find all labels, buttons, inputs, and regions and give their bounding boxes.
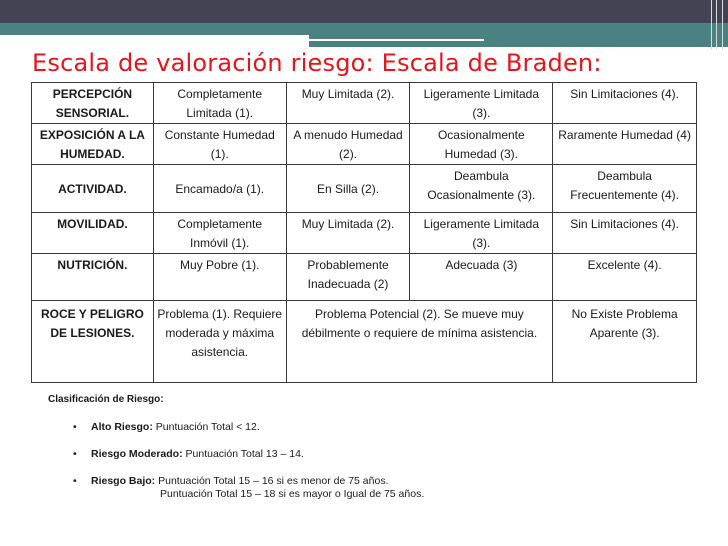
table-cell: Sin Limitaciones (4).: [553, 83, 697, 124]
table-cell: No Existe Problema Aparente (3).: [553, 301, 697, 383]
table-cell: Deambula Frecuentemente (4).: [553, 165, 697, 213]
table-cell: Ligeramente Limitada (3).: [410, 213, 553, 254]
item-text: Puntuación Total < 12.: [152, 421, 260, 433]
row-label: NUTRICIÓN.: [32, 254, 154, 301]
table-cell: Completamente Inmóvil (1).: [153, 213, 286, 254]
row-label: MOVILIDAD.: [32, 213, 154, 254]
table-cell: Muy Limitada (2).: [286, 83, 410, 124]
bullet-icon: •: [73, 448, 77, 460]
classification-title: Clasificación de Riesgo:: [48, 394, 164, 405]
item-label: Riesgo Bajo:: [91, 475, 156, 487]
item-label: Riesgo Moderado:: [91, 448, 183, 460]
table-row: [32, 254, 697, 301]
classification-item-high: [73, 421, 260, 433]
decorative-vertical-line: [711, 0, 712, 50]
bullet-icon: •: [73, 475, 77, 487]
table-cell: Deambula Ocasionalmente (3).: [410, 165, 553, 213]
table-cell: Muy Limitada (2).: [286, 213, 410, 254]
row-label: ACTIVIDAD.: [32, 165, 154, 213]
classification-item-low: [73, 475, 388, 487]
table-cell: En Silla (2).: [286, 165, 410, 213]
table-cell: Problema (1). Requiere moderada y máxima asistencia.: [153, 301, 286, 383]
table-row: [32, 165, 697, 213]
decorative-vertical-line: [722, 0, 723, 50]
header-accent-line: [309, 39, 484, 41]
header-teal-band: [0, 23, 728, 35]
table-cell: Sin Limitaciones (4).: [553, 213, 697, 254]
table-row: [32, 301, 697, 383]
item-label: Alto Riesgo:: [91, 421, 153, 433]
bullet-icon: •: [73, 421, 77, 433]
table-cell: Encamado/a (1).: [153, 165, 286, 213]
table-cell: Ocasionalmente Humedad (3).: [410, 124, 553, 165]
table-cell: Ligeramente Limitada (3).: [410, 83, 553, 124]
item-text: Puntuación Total 13 – 14.: [182, 448, 304, 460]
decorative-vertical-line: [716, 0, 717, 50]
table-cell: A menudo Humedad (2).: [286, 124, 410, 165]
table-cell: Raramente Humedad (4): [553, 124, 697, 165]
table-row: [32, 213, 697, 254]
table-cell: Adecuada (3): [410, 254, 553, 301]
table-cell: Completamente Limitada (1).: [153, 83, 286, 124]
table-cell: Muy Pobre (1).: [153, 254, 286, 301]
table-row: [32, 124, 697, 165]
table-row: [32, 83, 697, 124]
table-cell: Excelente (4).: [553, 254, 697, 301]
item-text: Puntuación Total 15 – 16 si es menor de 75 años.: [155, 475, 389, 487]
table-cell-merged: Problema Potencial (2). Se mueve muy débilmente o requiere de mínima asistencia.: [286, 301, 553, 383]
row-label: ROCE Y PELIGRO DE LESIONES.: [32, 301, 154, 383]
table-cell: Constante Humedad (1).: [153, 124, 286, 165]
slide-title: Escala de valoración riesgo: Escala de Braden:: [32, 49, 602, 77]
braden-scale-table: [31, 82, 697, 383]
header-dark-band: [0, 0, 728, 23]
classification-item-low-continuation: Puntuación Total 15 – 18 si es mayor o Igual de 75 años.: [160, 488, 425, 500]
table-cell: Probablemente Inadecuada (2): [286, 254, 410, 301]
classification-item-moderate: [73, 448, 304, 460]
row-label: PERCEPCIÓN SENSORIAL.: [32, 83, 154, 124]
row-label: EXPOSICIÓN A LA HUMEDAD.: [32, 124, 154, 165]
